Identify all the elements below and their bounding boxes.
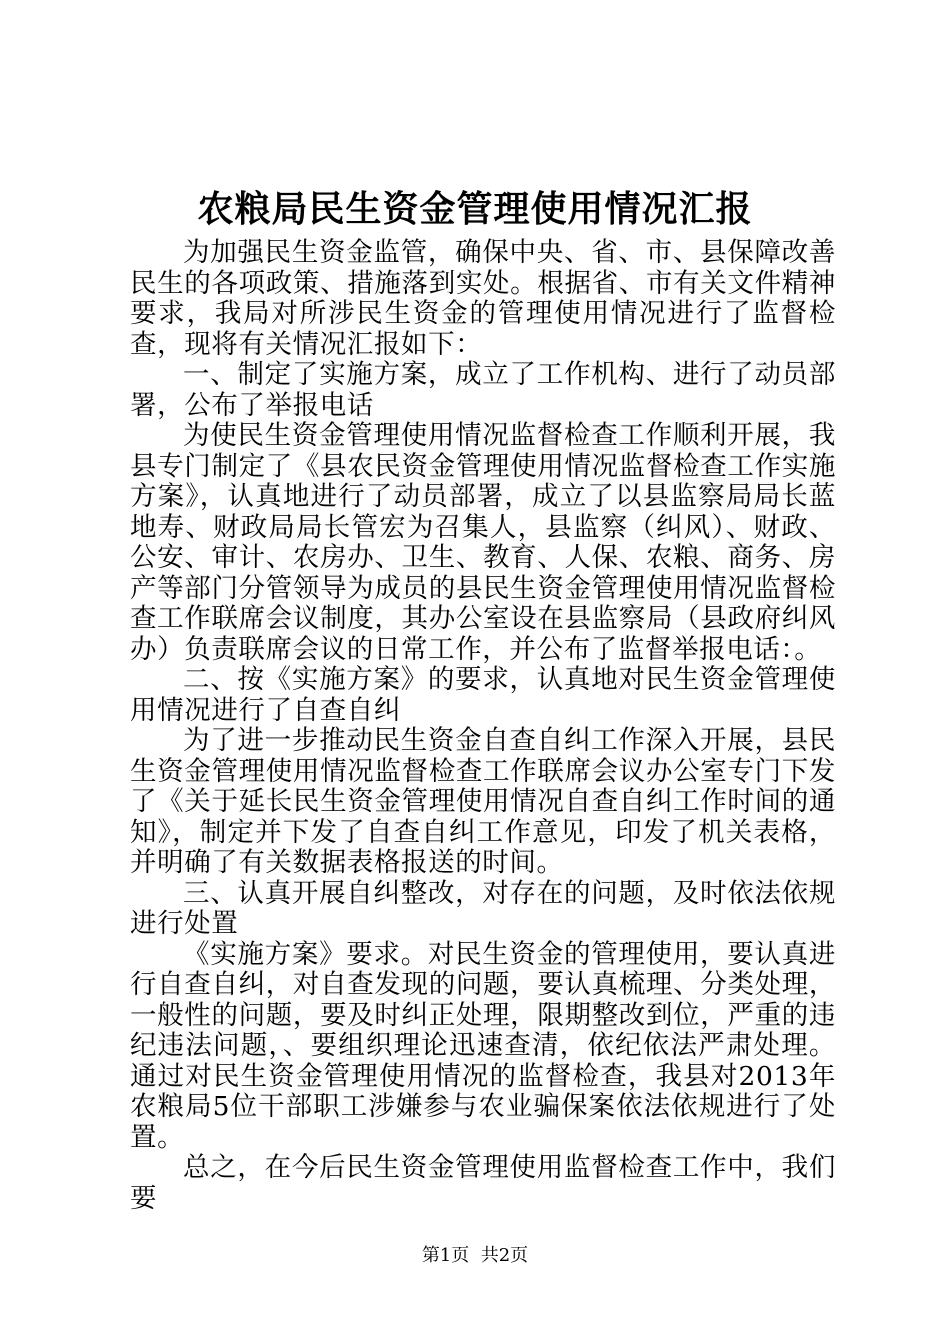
paragraph-conclusion: 总之，在今后民生资金管理使用监督检查工作中，我们要 <box>130 1152 836 1214</box>
document-body <box>130 238 836 1214</box>
paragraph-intro: 为加强民生资金监管，确保中央、省、市、县保障改善民生的各项政策、措施落到实处。根据省、市有关文件精神要求，我局对所涉民生资金的管理使用情况进行了监督检查，现将有关情况汇报如下： <box>130 237 836 360</box>
paragraph-section-3: 《实施方案》要求。对民生资金的管理使用，要认真进行自查自纠，对自查发现的问题，要认真梳理、分类处理，一般性的问题，要及时纠正处理，限期整改到位，严重的违纪违法问题，、要组织理论迅速查清，依纪依法严肃处理。通过对民生资金管理使用情况的监督检查，我县对2013年农粮局5位干部职工涉嫌参与农业骗保案依法依规进行了处置。 <box>130 938 836 1153</box>
paragraph-section-1: 为使民生资金管理使用情况监督检查工作顺利开展，我县专门制定了《县农民资金管理使用情况监督检查工作实施方案》，认真地进行了动员部署，成立了以县监察局局长蓝地寿、财政局局长管宏为召集人，县监察（纠风）、财政、公安、审计、农房办、卫生、教育、人保、农粮、商务、房产等部门分管领导为成员的县民生资金管理使用情况监督检查工作联席会议制度，其办公室设在县监察局（县政府纠风办）负责联席会议的日常工作，并公布了监督举报电话：。 <box>130 420 836 665</box>
document-title: 农粮局民生资金管理使用情况汇报 <box>197 188 753 230</box>
paragraph-section-2: 为了进一步推动民生资金自查自纠工作深入开展，县民生资金管理使用情况监督检查工作联席会议办公室专门下发了《关于延长民生资金管理使用情况自查自纠工作时间的通知》，制定并下发了自查自纠工作意见，印发了机关表格，并明确了有关数据表格报送的时间。 <box>130 725 836 878</box>
section-heading-3: 三、认真开展自纠整改，对存在的问题，及时依法依规进行处置 <box>130 877 836 939</box>
section-heading-1: 一、制定了实施方案，成立了工作机构、进行了动员部署，公布了举报电话 <box>130 359 836 421</box>
page-number-footer: 第1页 共2页 <box>421 1245 529 1266</box>
section-heading-2: 二、按《实施方案》的要求，认真地对民生资金管理使用情况进行了自查自纠 <box>130 664 836 726</box>
